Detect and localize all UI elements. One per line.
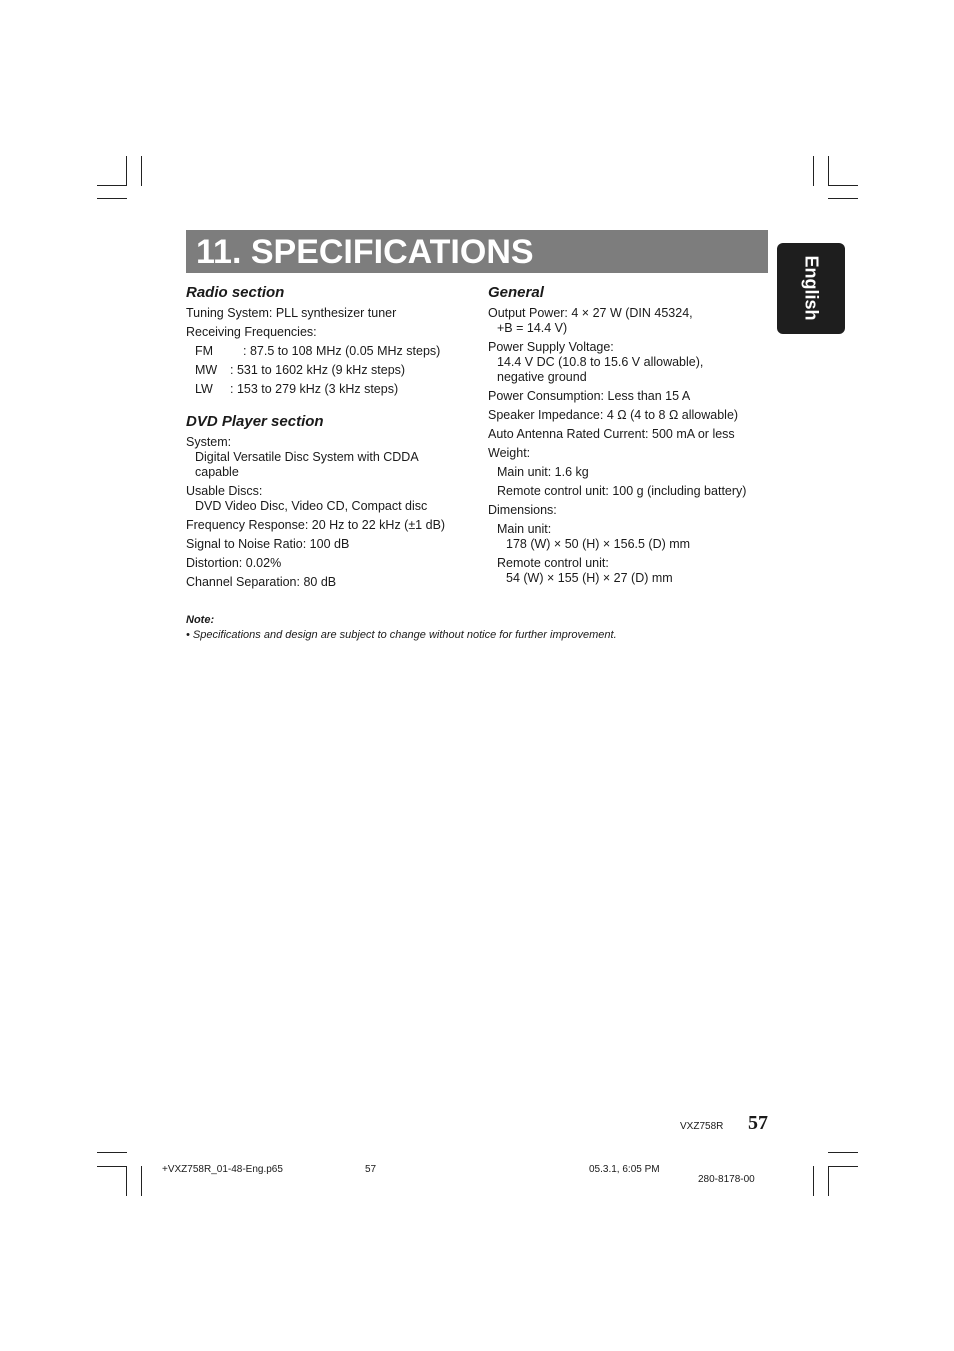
crop-mark: [813, 1166, 814, 1196]
crop-mark: [97, 1152, 127, 1153]
dvd-separation: Channel Separation: 80 dB: [186, 575, 337, 589]
general-weight-label: Weight:: [488, 446, 531, 460]
crop-mark: [141, 156, 142, 186]
crop-mark: [126, 156, 127, 186]
dvd-freq: Frequency Response: 20 Hz to 22 kHz (±1 dB): [186, 518, 446, 532]
language-tab-label: English: [801, 255, 822, 321]
dvd-system-value-2: capable: [195, 465, 239, 479]
dvd-heading: DVD Player section: [186, 413, 324, 430]
crop-mark: [126, 1166, 127, 1196]
general-dims-label: Dimensions:: [488, 503, 557, 517]
page-number: 57: [748, 1112, 768, 1134]
radio-heading: Radio section: [186, 284, 285, 301]
dvd-discs-value: DVD Video Disc, Video CD, Compact disc: [195, 499, 428, 513]
radio-mw-row: [186, 363, 476, 378]
mw-band: MW: [195, 363, 218, 377]
footer-file: +VXZ758R_01-48-Eng.p65: [162, 1164, 283, 1175]
note-text: • Specifications and design are subject to change without notice for further improvement.: [186, 629, 617, 641]
general-dims-remote-label: Remote control unit:: [497, 556, 609, 570]
fm-band: FM: [195, 344, 214, 358]
dvd-system-label: System:: [186, 435, 232, 449]
fm-value: : 87.5 to 108 MHz (0.05 MHz steps): [243, 344, 441, 358]
dvd-snr: Signal to Noise Ratio: 100 dB: [186, 537, 350, 551]
lw-band: LW: [195, 382, 213, 396]
footer-file-page: 57: [365, 1164, 377, 1175]
crop-mark: [828, 185, 858, 186]
note-block: [186, 613, 617, 643]
crop-mark: [97, 1166, 127, 1167]
general-supply-1: 14.4 V DC (10.8 to 15.6 V allowable),: [497, 355, 704, 369]
footer-model: VXZ758R: [680, 1121, 724, 1132]
lw-value: : 153 to 279 kHz (3 kHz steps): [230, 382, 399, 396]
general-supply-2: negative ground: [497, 370, 587, 384]
radio-receiving: Receiving Frequencies:: [186, 325, 317, 339]
general-supply-label: Power Supply Voltage:: [488, 340, 614, 354]
radio-tuning: Tuning System: PLL synthesizer tuner: [186, 306, 397, 320]
right-column: [488, 284, 768, 586]
general-antenna: Auto Antenna Rated Current: 500 mA or less: [488, 427, 735, 441]
general-heading: General: [488, 284, 544, 301]
crop-mark: [97, 198, 127, 199]
general-weight-main: Main unit: 1.6 kg: [497, 465, 589, 479]
general-output-1: Output Power: 4 × 27 W (DIN 45324,: [488, 306, 693, 320]
mw-value: : 531 to 1602 kHz (9 kHz steps): [230, 363, 406, 377]
general-consumption: Power Consumption: Less than 15 A: [488, 389, 691, 403]
crop-mark: [828, 1166, 829, 1196]
page-title: 11. SPECIFICATIONS: [196, 233, 534, 271]
radio-lw-row: [186, 382, 476, 397]
dvd-discs-label: Usable Discs:: [186, 484, 263, 498]
radio-fm-row: [186, 344, 476, 359]
crop-mark: [141, 1166, 142, 1196]
general-weight-remote: Remote control unit: 100 g (including battery): [497, 484, 747, 498]
crop-mark: [828, 1166, 858, 1167]
crop-mark: [828, 156, 829, 186]
general-dims-main-value: 178 (W) × 50 (H) × 156.5 (D) mm: [506, 537, 691, 551]
general-dims-remote-value: 54 (W) × 155 (H) × 27 (D) mm: [506, 571, 673, 585]
footer-timestamp: 05.3.1, 6:05 PM: [589, 1164, 660, 1175]
footer-part-no: 280-8178-00: [698, 1174, 755, 1185]
general-dims-main-label: Main unit:: [497, 522, 552, 536]
note-label: Note:: [186, 614, 215, 626]
crop-mark: [97, 185, 127, 186]
dvd-distortion: Distortion: 0.02%: [186, 556, 282, 570]
crop-mark: [828, 1152, 858, 1153]
title-bar: [186, 230, 768, 273]
left-column: [186, 284, 476, 590]
crop-mark: [828, 198, 858, 199]
general-output-2: +B = 14.4 V): [497, 321, 568, 335]
dvd-system-value-1: Digital Versatile Disc System with CDDA: [195, 450, 419, 464]
general-impedance: Speaker Impedance: 4 Ω (4 to 8 Ω allowable): [488, 408, 739, 422]
crop-mark: [813, 156, 814, 186]
language-tab: [777, 243, 845, 334]
